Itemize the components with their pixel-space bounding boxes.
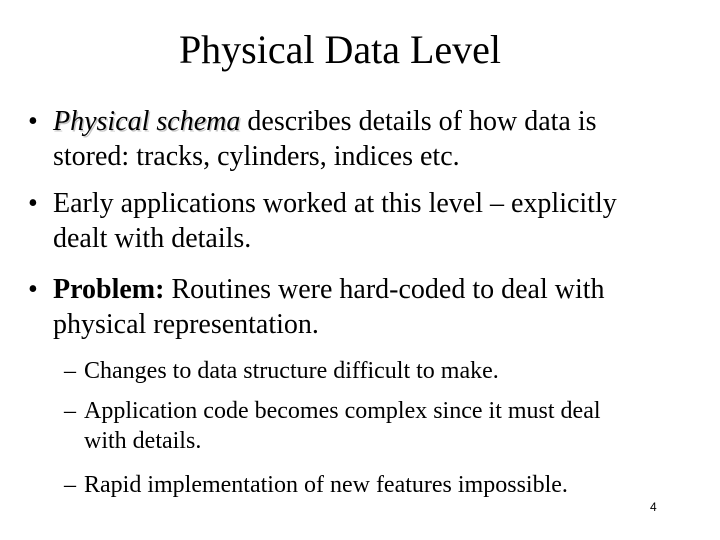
sub-bullet-dash: – xyxy=(64,398,76,424)
bullet-line xyxy=(28,186,617,221)
bullet-continuation: dealt with details. xyxy=(53,223,252,254)
problem-label: Problem: xyxy=(53,274,165,305)
bullet-dot: • xyxy=(28,274,38,305)
sub-bullet-text: Rapid implementation of new features impossible. xyxy=(84,472,568,498)
sub-bullet-rapid-implementation xyxy=(64,470,568,500)
bullet-physical-schema xyxy=(28,104,597,174)
sub-bullet-line xyxy=(64,396,601,426)
bullet-text: Routines were hard-coded to deal with xyxy=(164,274,605,305)
sub-bullet-dash: – xyxy=(64,358,76,384)
page-number: 4 xyxy=(650,500,657,514)
sub-bullet-line xyxy=(64,356,499,386)
bullet-dot: • xyxy=(28,106,38,137)
sub-bullet-changes xyxy=(64,356,499,386)
slide-title: Physical Data Level xyxy=(178,27,502,72)
sub-bullet-line xyxy=(64,470,568,500)
bullet-continuation: stored: tracks, cylinders, indices etc. xyxy=(53,141,460,172)
sub-bullet-application-code xyxy=(64,396,601,456)
sub-bullet-dash: – xyxy=(64,472,76,498)
bullet-problem xyxy=(28,272,605,342)
bullet-continuation: physical representation. xyxy=(53,309,319,340)
sub-bullet-continuation: with details. xyxy=(84,428,202,454)
sub-bullet-text: Changes to data structure difficult to make. xyxy=(84,358,499,384)
bullet-text: describes details of how data is xyxy=(240,106,597,137)
bullet-line xyxy=(28,104,597,139)
bullet-dot: • xyxy=(28,188,38,219)
physical-schema-term: Physical schema xyxy=(53,106,241,137)
bullet-line xyxy=(28,272,605,307)
bullet-early-applications xyxy=(28,186,617,256)
sub-bullet-text: Application code becomes complex since it must deal xyxy=(84,398,601,424)
bullet-text: Early applications worked at this level – explicitly xyxy=(53,188,617,219)
